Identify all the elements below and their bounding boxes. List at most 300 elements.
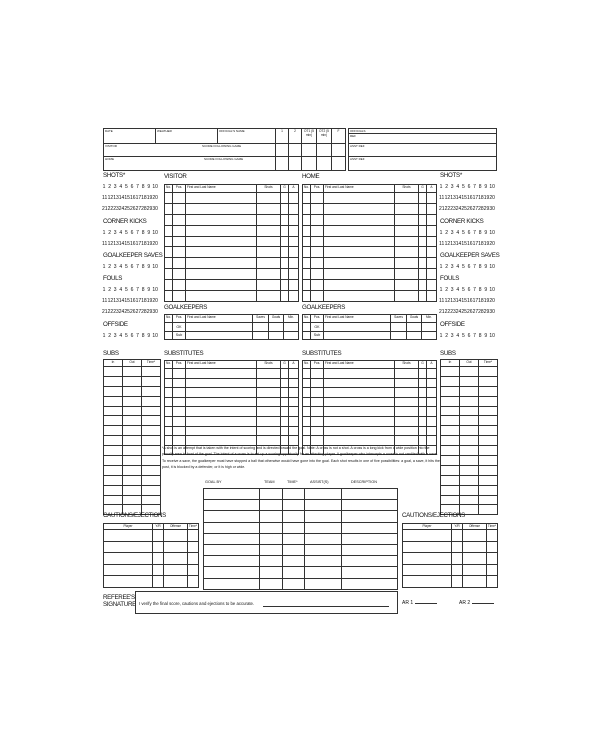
table-cell[interactable] — [342, 500, 398, 511]
tally-number[interactable]: 3 — [450, 184, 454, 190]
table-cell[interactable] — [165, 236, 173, 247]
table-cell[interactable] — [463, 564, 487, 576]
table-cell[interactable] — [460, 406, 479, 416]
tally-number[interactable]: 8 — [141, 264, 145, 270]
tally-number[interactable]: 8 — [478, 333, 482, 339]
table-cell[interactable] — [463, 576, 487, 588]
table-cell[interactable]: Sub — [173, 331, 186, 340]
table-cell[interactable] — [289, 258, 299, 269]
table-cell[interactable] — [479, 465, 498, 475]
tally-number[interactable]: 2 — [445, 230, 448, 236]
table-cell[interactable] — [324, 203, 395, 214]
table-cell[interactable] — [289, 247, 299, 258]
table-cell[interactable] — [441, 456, 460, 466]
score-cell[interactable] — [317, 157, 332, 171]
table-cell[interactable] — [305, 556, 342, 567]
table-cell[interactable] — [281, 193, 289, 204]
table-cell[interactable] — [142, 426, 161, 436]
table-cell[interactable] — [260, 567, 283, 578]
tally-number[interactable]: 22 — [444, 206, 451, 212]
table-cell[interactable] — [104, 576, 153, 588]
tally-number[interactable]: 24 — [455, 206, 462, 212]
table-cell[interactable] — [281, 407, 289, 417]
table-cell[interactable] — [142, 396, 161, 406]
tally-number[interactable]: 9 — [147, 184, 151, 190]
table-cell[interactable] — [153, 553, 164, 565]
table-cell[interactable] — [419, 369, 427, 379]
tally-number[interactable]: 2 — [445, 264, 448, 270]
tally-number[interactable]: 7 — [473, 184, 476, 190]
table-cell[interactable] — [283, 489, 305, 500]
table-cell[interactable] — [123, 446, 142, 456]
table-cell[interactable] — [427, 203, 437, 214]
tally-number[interactable]: 3 — [450, 333, 454, 339]
table-cell[interactable] — [165, 436, 173, 446]
table-cell[interactable] — [104, 530, 153, 542]
tally-number[interactable]: 14 — [118, 195, 125, 201]
table-cell[interactable] — [204, 500, 260, 511]
table-cell[interactable] — [142, 446, 161, 456]
tally-number[interactable]: 5 — [124, 333, 128, 339]
tally-number[interactable]: 14 — [118, 298, 125, 304]
score-cell[interactable] — [276, 157, 289, 171]
table-cell[interactable] — [311, 269, 324, 280]
table-cell[interactable] — [305, 567, 342, 578]
table-cell[interactable] — [153, 530, 164, 542]
score-cell[interactable] — [302, 144, 317, 157]
table-cell[interactable] — [281, 416, 289, 426]
tally-number[interactable]: 25 — [461, 206, 467, 212]
table-cell[interactable] — [173, 247, 186, 258]
table-cell[interactable] — [104, 541, 153, 553]
table-cell[interactable] — [104, 553, 153, 565]
table-cell[interactable] — [173, 378, 186, 388]
table-cell[interactable] — [311, 225, 324, 236]
table-cell[interactable] — [283, 511, 305, 522]
table-cell[interactable] — [427, 416, 437, 426]
table-cell[interactable]: Sub — [311, 331, 324, 340]
tally-number[interactable]: 8 — [141, 333, 145, 339]
table-cell[interactable] — [186, 388, 257, 398]
table-cell[interactable] — [441, 367, 460, 377]
table-cell[interactable] — [104, 426, 123, 436]
table-cell[interactable] — [257, 214, 281, 225]
table-cell[interactable] — [311, 247, 324, 258]
tally-number[interactable]: 9 — [484, 287, 488, 293]
tally-number[interactable]: 13 — [113, 298, 119, 304]
table-cell[interactable] — [395, 203, 419, 214]
tally-number[interactable]: 24 — [118, 309, 125, 315]
table-cell[interactable] — [283, 533, 305, 544]
table-cell[interactable] — [452, 576, 463, 588]
table-cell[interactable] — [260, 489, 283, 500]
tally-number[interactable]: 11 — [102, 241, 108, 247]
table-cell[interactable] — [283, 522, 305, 533]
table-cell[interactable] — [395, 269, 419, 280]
tally-number[interactable]: 19 — [146, 298, 153, 304]
table-cell[interactable] — [391, 323, 407, 332]
tally-number[interactable]: 13 — [450, 241, 456, 247]
tally-number[interactable]: 1 — [102, 230, 106, 236]
table-cell[interactable] — [123, 416, 142, 426]
table-cell[interactable] — [123, 495, 142, 505]
table-cell[interactable] — [487, 541, 498, 553]
table-cell[interactable] — [441, 485, 460, 495]
table-cell[interactable] — [257, 193, 281, 204]
table-cell[interactable] — [395, 280, 419, 291]
table-cell[interactable] — [427, 291, 437, 302]
tally-number[interactable]: 1 — [439, 333, 443, 339]
ref-field[interactable]: REF — [349, 134, 497, 144]
table-cell[interactable] — [324, 331, 391, 340]
table-cell[interactable] — [257, 247, 281, 258]
tally-number[interactable]: 18 — [478, 241, 484, 247]
score-cell[interactable] — [317, 144, 332, 157]
table-cell[interactable] — [303, 397, 311, 407]
table-cell[interactable] — [186, 291, 257, 302]
table-cell[interactable] — [283, 578, 305, 589]
tally-number[interactable]: 6 — [130, 184, 134, 190]
tally-number[interactable]: 10 — [152, 333, 158, 339]
table-cell[interactable] — [142, 495, 161, 505]
table-cell[interactable] — [260, 522, 283, 533]
tally-number[interactable]: 6 — [467, 184, 471, 190]
tally-number[interactable]: 4 — [456, 264, 460, 270]
table-cell[interactable] — [441, 386, 460, 396]
table-cell[interactable] — [419, 378, 427, 388]
table-cell[interactable]: GK — [311, 323, 324, 332]
table-cell[interactable] — [186, 225, 257, 236]
table-cell[interactable] — [303, 407, 311, 417]
tally-number[interactable]: 26 — [466, 309, 473, 315]
table-cell[interactable] — [164, 564, 188, 576]
table-cell[interactable] — [165, 416, 173, 426]
table-cell[interactable] — [403, 553, 452, 565]
tally-number[interactable]: 6 — [130, 264, 134, 270]
tally-number[interactable]: 19 — [483, 195, 490, 201]
table-cell[interactable] — [479, 396, 498, 406]
table-cell[interactable] — [427, 247, 437, 258]
table-cell[interactable] — [165, 225, 173, 236]
table-cell[interactable] — [479, 416, 498, 426]
table-cell[interactable] — [165, 397, 173, 407]
tally-number[interactable]: 20 — [489, 241, 495, 247]
table-cell[interactable] — [305, 489, 342, 500]
tally-number[interactable]: 10 — [489, 184, 495, 190]
table-cell[interactable] — [186, 280, 257, 291]
table-cell[interactable] — [441, 475, 460, 485]
table-cell[interactable] — [441, 495, 460, 505]
table-cell[interactable] — [165, 247, 173, 258]
table-cell[interactable] — [104, 446, 123, 456]
table-cell[interactable] — [479, 436, 498, 446]
table-cell[interactable] — [395, 388, 419, 398]
tally-number[interactable]: 27 — [472, 309, 479, 315]
table-cell[interactable] — [281, 225, 289, 236]
table-cell[interactable] — [165, 407, 173, 417]
table-cell[interactable] — [460, 495, 479, 505]
table-cell[interactable] — [104, 396, 123, 406]
table-cell[interactable] — [173, 269, 186, 280]
tally-number[interactable]: 2 — [108, 184, 111, 190]
tally-number[interactable]: 14 — [118, 241, 125, 247]
table-cell[interactable] — [324, 416, 395, 426]
table-cell[interactable] — [104, 564, 153, 576]
tally-number[interactable]: 25 — [124, 309, 130, 315]
tally-number[interactable]: 13 — [450, 195, 456, 201]
table-cell[interactable] — [479, 505, 498, 515]
table-cell[interactable] — [342, 533, 398, 544]
table-cell[interactable] — [460, 367, 479, 377]
tally-number[interactable]: 3 — [450, 287, 454, 293]
table-cell[interactable] — [204, 511, 260, 522]
tally-number[interactable]: 5 — [124, 287, 128, 293]
table-cell[interactable] — [427, 378, 437, 388]
table-cell[interactable] — [324, 378, 395, 388]
tally-number[interactable]: 23 — [450, 309, 456, 315]
table-cell[interactable] — [289, 203, 299, 214]
table-cell[interactable] — [395, 258, 419, 269]
table-cell[interactable] — [303, 193, 311, 204]
table-cell[interactable] — [441, 465, 460, 475]
tally-number[interactable]: 20 — [489, 298, 495, 304]
table-cell[interactable] — [342, 544, 398, 555]
table-cell[interactable] — [123, 396, 142, 406]
table-cell[interactable] — [487, 576, 498, 588]
table-cell[interactable] — [281, 203, 289, 214]
tally-number[interactable]: 5 — [461, 333, 465, 339]
table-cell[interactable] — [283, 556, 305, 567]
signature-line[interactable] — [263, 606, 389, 607]
table-cell[interactable] — [324, 436, 395, 446]
table-cell[interactable] — [186, 369, 257, 379]
table-cell[interactable] — [260, 556, 283, 567]
table-cell[interactable] — [395, 369, 419, 379]
table-cell[interactable] — [281, 369, 289, 379]
tally-number[interactable]: 4 — [456, 287, 460, 293]
table-cell[interactable] — [257, 388, 281, 398]
table-cell[interactable] — [204, 567, 260, 578]
tally-number[interactable]: 20 — [152, 195, 158, 201]
tally-number[interactable]: 16 — [129, 241, 136, 247]
tally-number[interactable]: 21 — [102, 309, 108, 315]
tally-number[interactable]: 2 — [108, 333, 111, 339]
table-cell[interactable] — [281, 397, 289, 407]
tally-number[interactable]: 15 — [124, 195, 130, 201]
table-cell[interactable] — [441, 396, 460, 406]
tally-number[interactable]: 17 — [472, 298, 479, 304]
table-cell[interactable] — [153, 564, 164, 576]
tally-number[interactable]: 4 — [119, 333, 123, 339]
tally-number[interactable]: 27 — [135, 309, 142, 315]
table-cell[interactable] — [427, 280, 437, 291]
tally-number[interactable]: 10 — [489, 230, 495, 236]
tally-number[interactable]: 27 — [472, 206, 479, 212]
table-cell[interactable] — [186, 247, 257, 258]
table-cell[interactable] — [165, 388, 173, 398]
table-cell[interactable] — [479, 495, 498, 505]
table-cell[interactable] — [303, 416, 311, 426]
tally-number[interactable]: 22 — [107, 206, 114, 212]
tally-number[interactable]: 10 — [489, 264, 495, 270]
tally-number[interactable]: 5 — [124, 230, 128, 236]
tally-number[interactable]: 21 — [439, 206, 445, 212]
table-cell[interactable] — [395, 426, 419, 436]
table-cell[interactable] — [460, 396, 479, 406]
table-cell[interactable] — [305, 511, 342, 522]
table-cell[interactable] — [395, 225, 419, 236]
tally-number[interactable]: 2 — [108, 264, 111, 270]
tally-number[interactable]: 29 — [146, 309, 153, 315]
table-cell[interactable] — [104, 367, 123, 377]
tally-number[interactable]: 5 — [461, 230, 465, 236]
tally-number[interactable]: 14 — [455, 241, 462, 247]
tally-number[interactable]: 8 — [478, 230, 482, 236]
tally-number[interactable]: 7 — [136, 287, 139, 293]
tally-number[interactable]: 8 — [478, 264, 482, 270]
score-cell[interactable] — [289, 157, 302, 171]
tally-number[interactable]: 5 — [461, 264, 465, 270]
tally-number[interactable]: 7 — [136, 230, 139, 236]
table-cell[interactable] — [142, 386, 161, 396]
table-cell[interactable] — [427, 193, 437, 204]
table-cell[interactable] — [441, 376, 460, 386]
tally-number[interactable]: 21 — [102, 206, 108, 212]
table-cell[interactable] — [165, 214, 173, 225]
table-cell[interactable] — [204, 522, 260, 533]
tally-number[interactable]: 10 — [489, 333, 495, 339]
table-cell[interactable] — [186, 269, 257, 280]
table-cell[interactable] — [281, 214, 289, 225]
table-cell[interactable] — [104, 386, 123, 396]
table-cell[interactable] — [204, 489, 260, 500]
table-cell[interactable] — [188, 541, 199, 553]
tally-number[interactable]: 29 — [483, 206, 490, 212]
table-cell[interactable] — [173, 258, 186, 269]
tally-number[interactable]: 26 — [466, 206, 473, 212]
tally-number[interactable]: 11 — [439, 298, 445, 304]
tally-number[interactable]: 11 — [439, 241, 445, 247]
table-cell[interactable] — [460, 475, 479, 485]
table-cell[interactable] — [419, 397, 427, 407]
table-cell[interactable] — [403, 576, 452, 588]
tally-number[interactable]: 10 — [152, 287, 158, 293]
table-cell[interactable] — [311, 280, 324, 291]
table-cell[interactable] — [165, 280, 173, 291]
table-cell[interactable] — [281, 258, 289, 269]
table-cell[interactable] — [186, 236, 257, 247]
tally-number[interactable]: 8 — [141, 287, 145, 293]
table-cell[interactable] — [165, 331, 173, 340]
table-cell[interactable] — [104, 416, 123, 426]
table-cell[interactable] — [289, 416, 299, 426]
table-cell[interactable] — [324, 280, 395, 291]
tally-number[interactable]: 26 — [129, 309, 136, 315]
tally-number[interactable]: 1 — [439, 184, 443, 190]
tally-number[interactable]: 30 — [152, 206, 158, 212]
table-cell[interactable] — [188, 564, 199, 576]
table-cell[interactable] — [419, 269, 427, 280]
table-cell[interactable] — [289, 397, 299, 407]
table-cell[interactable] — [165, 323, 173, 332]
tally-number[interactable]: 14 — [455, 298, 462, 304]
table-cell[interactable] — [463, 553, 487, 565]
table-cell[interactable] — [104, 376, 123, 386]
table-cell[interactable] — [311, 258, 324, 269]
score-cell[interactable] — [332, 157, 346, 171]
table-cell[interactable] — [452, 553, 463, 565]
table-cell[interactable] — [173, 280, 186, 291]
tally-number[interactable]: 20 — [152, 241, 158, 247]
table-cell[interactable] — [441, 446, 460, 456]
tally-number[interactable]: 24 — [118, 206, 125, 212]
table-cell[interactable] — [303, 225, 311, 236]
table-cell[interactable] — [324, 269, 395, 280]
table-cell[interactable] — [324, 323, 391, 332]
tally-number[interactable]: 12 — [444, 195, 451, 201]
table-cell[interactable] — [257, 236, 281, 247]
table-cell[interactable] — [253, 323, 269, 332]
tally-number[interactable]: 17 — [135, 241, 142, 247]
tally-number[interactable]: 2 — [445, 184, 448, 190]
table-cell[interactable] — [164, 541, 188, 553]
table-cell[interactable] — [395, 247, 419, 258]
table-cell[interactable] — [419, 214, 427, 225]
table-cell[interactable] — [419, 225, 427, 236]
table-cell[interactable] — [479, 475, 498, 485]
table-cell[interactable] — [427, 397, 437, 407]
table-cell[interactable] — [303, 378, 311, 388]
tally-number[interactable]: 3 — [113, 333, 117, 339]
tally-number[interactable]: 30 — [489, 309, 495, 315]
table-cell[interactable] — [186, 193, 257, 204]
table-cell[interactable] — [403, 530, 452, 542]
table-cell[interactable] — [324, 369, 395, 379]
tally-number[interactable]: 19 — [483, 298, 490, 304]
tally-number[interactable]: 1 — [439, 264, 443, 270]
table-cell[interactable] — [164, 553, 188, 565]
table-cell[interactable] — [269, 323, 284, 332]
table-cell[interactable] — [188, 576, 199, 588]
table-cell[interactable] — [173, 236, 186, 247]
tally-number[interactable]: 18 — [141, 298, 147, 304]
table-cell[interactable] — [427, 436, 437, 446]
table-cell[interactable] — [173, 388, 186, 398]
tally-number[interactable]: 14 — [455, 195, 462, 201]
table-cell[interactable] — [395, 436, 419, 446]
tally-number[interactable]: 10 — [152, 230, 158, 236]
table-cell[interactable] — [419, 436, 427, 446]
table-cell[interactable] — [303, 436, 311, 446]
tally-number[interactable]: 15 — [461, 298, 467, 304]
table-cell[interactable] — [311, 436, 324, 446]
tally-number[interactable]: 12 — [444, 241, 451, 247]
table-cell[interactable] — [289, 225, 299, 236]
tally-number[interactable]: 26 — [129, 206, 136, 212]
tally-number[interactable]: 2 — [445, 287, 448, 293]
tally-number[interactable]: 10 — [152, 184, 158, 190]
tally-number[interactable]: 3 — [113, 264, 117, 270]
tally-number[interactable]: 13 — [113, 195, 119, 201]
table-cell[interactable] — [173, 426, 186, 436]
table-cell[interactable] — [142, 436, 161, 446]
tally-number[interactable]: 6 — [130, 287, 134, 293]
table-cell[interactable] — [186, 378, 257, 388]
table-cell[interactable] — [142, 465, 161, 475]
tally-number[interactable]: 9 — [484, 264, 488, 270]
table-cell[interactable] — [269, 331, 284, 340]
tally-number[interactable]: 1 — [102, 287, 106, 293]
